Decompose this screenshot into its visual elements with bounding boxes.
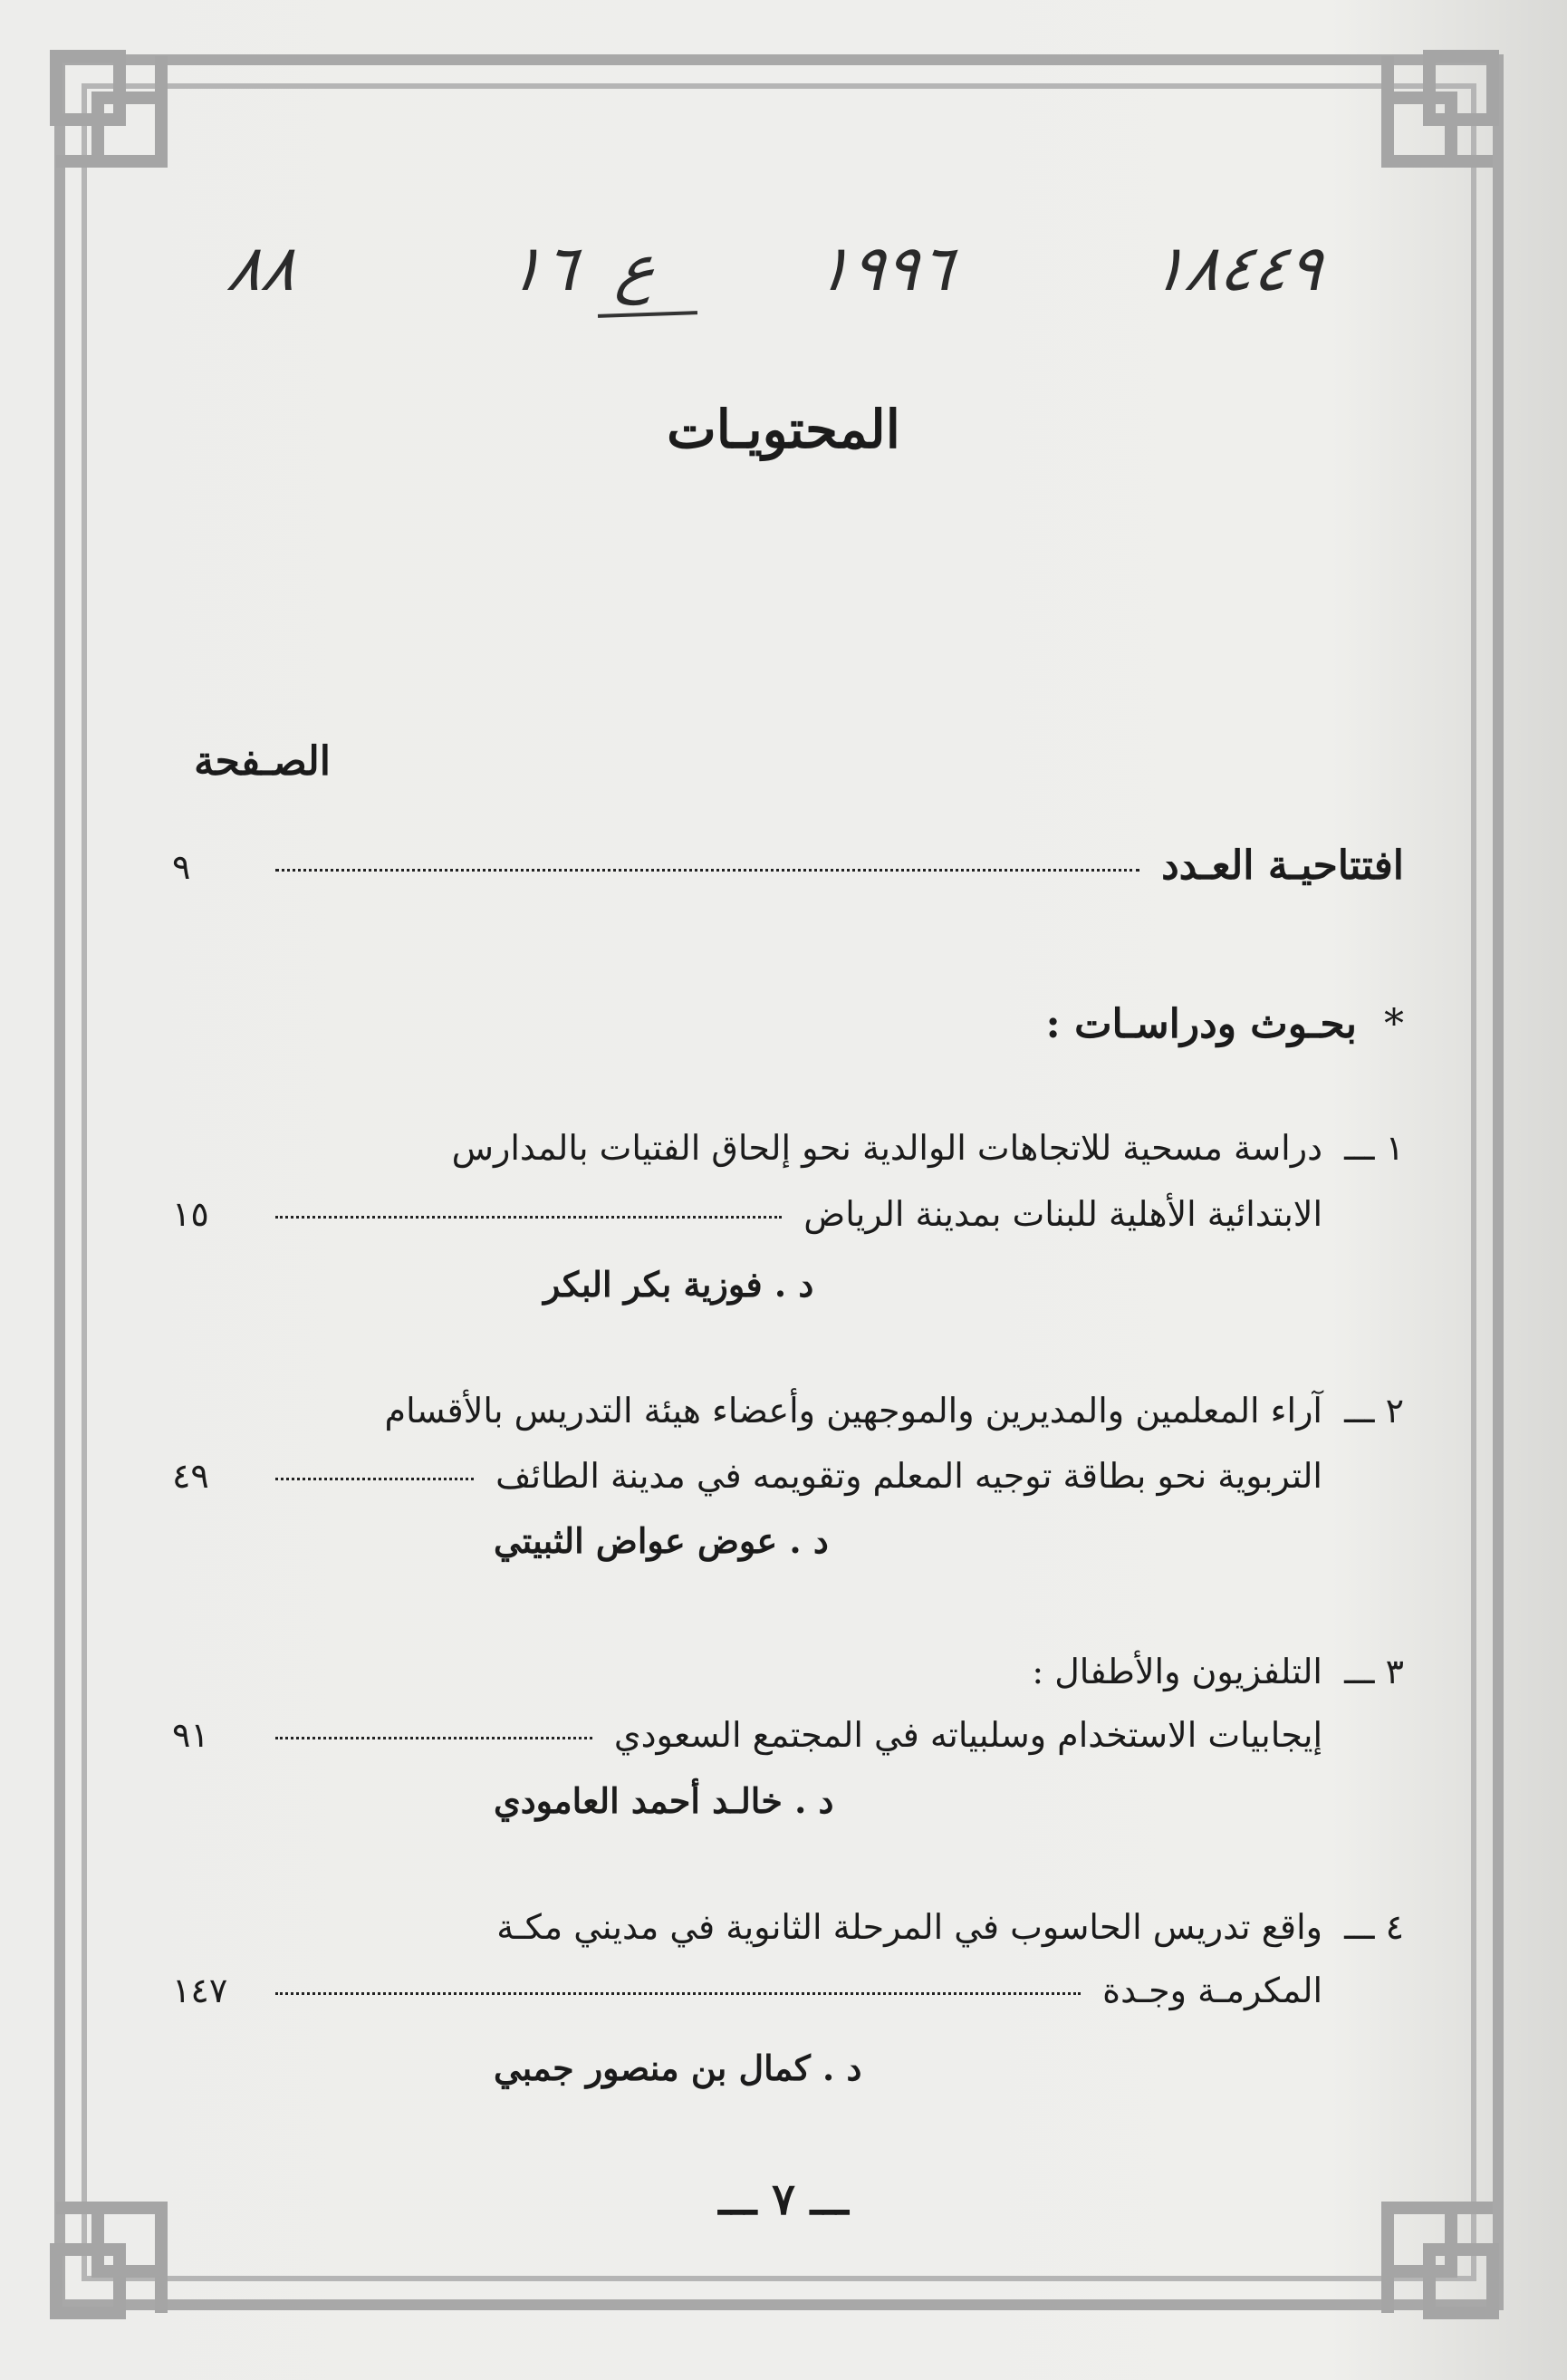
entry-title-line1: التلفزيون والأطفال :	[1032, 1652, 1322, 1691]
toc-entry-1-line1	[452, 1128, 1404, 1168]
handwritten-issue: ١٦	[504, 231, 582, 305]
toc-entry-2-line1	[385, 1391, 1404, 1431]
toc-entry-4-line1	[496, 1907, 1404, 1947]
entry-number: ١ ـــ	[1344, 1128, 1404, 1168]
entry-author: د . خالـد أحمد العامودي	[494, 1780, 834, 1821]
entry-page: ٩١	[172, 1715, 209, 1755]
corner-ornament-top-right	[1342, 43, 1505, 207]
opening-label: افتتاحيـة العـدد	[1161, 843, 1404, 889]
toc-opening-row	[172, 843, 1404, 889]
toc-entry-4-line2	[172, 1970, 1322, 2010]
leader-dots	[275, 1478, 474, 1480]
entry-page: ٤٩	[172, 1456, 209, 1496]
toc-entry-3-line1	[1032, 1652, 1404, 1691]
section-label: بحـوث ودراسـات :	[1045, 1001, 1357, 1047]
toc-entry-1-line2	[172, 1194, 1322, 1234]
handwritten-accession-number: ١٨٤٤٩	[1147, 231, 1328, 305]
entry-title-line2: المكرمـة وجـدة	[1102, 1970, 1322, 2010]
entry-title-line2: الابتدائية الأهلية للبنات بمدينة الرياض	[803, 1194, 1322, 1234]
entry-number: ٣ ـــ	[1344, 1652, 1404, 1691]
handwritten-letter: ع	[612, 231, 661, 305]
handwritten-code: ٨٨	[223, 231, 302, 305]
page-title: المحتويـات	[667, 399, 900, 460]
entry-author: د . فوزية بكر البكر	[543, 1264, 814, 1305]
handwritten-year: ١٩٩٦	[812, 231, 959, 305]
entry-title-line1: واقع تدريس الحاسوب في المرحلة الثانوية في مديني مكـة	[496, 1907, 1322, 1947]
entry-author: د . كمال بن منصور جمبي	[494, 2048, 862, 2088]
entry-page: ١٤٧	[172, 1970, 228, 2010]
entry-title-line1: آراء المعلمين والمديرين والموجهين وأعضاء هيئة التدريس بالأقسام	[384, 1391, 1322, 1431]
leader-dots	[275, 869, 1139, 872]
page-number: ـــ ٧ ـــ	[718, 2174, 849, 2225]
section-heading	[1046, 1001, 1404, 1047]
entry-title-line2: التربوية نحو بطاقة توجيه المعلم وتقويمه في مدينة الطائف	[495, 1456, 1322, 1496]
entry-page: ١٥	[172, 1194, 209, 1234]
leader-dots	[275, 1216, 782, 1219]
toc-entry-3-line2	[172, 1715, 1322, 1755]
toc-entry-2-line2	[172, 1456, 1322, 1496]
entry-number: ٤ ـــ	[1344, 1907, 1404, 1947]
opening-page: ٩	[172, 847, 191, 887]
entry-title-line2: إيجابيات الاستخدام وسلبياته في المجتمع السعودي	[613, 1715, 1322, 1755]
leader-dots	[275, 1992, 1081, 1995]
page-column-header: الصـفحة	[194, 738, 331, 785]
corner-ornament-top-left	[43, 43, 207, 207]
leader-dots	[275, 1737, 592, 1739]
asterisk-icon: *	[1384, 1001, 1404, 1047]
entry-author: د . عوض عواض الثبيتي	[494, 1520, 829, 1561]
entry-number: ٢ ـــ	[1344, 1391, 1404, 1431]
entry-title-line1: دراسة مسحية للاتجاهات الوالدية نحو إلحاق الفتيات بالمدارس	[451, 1128, 1322, 1168]
